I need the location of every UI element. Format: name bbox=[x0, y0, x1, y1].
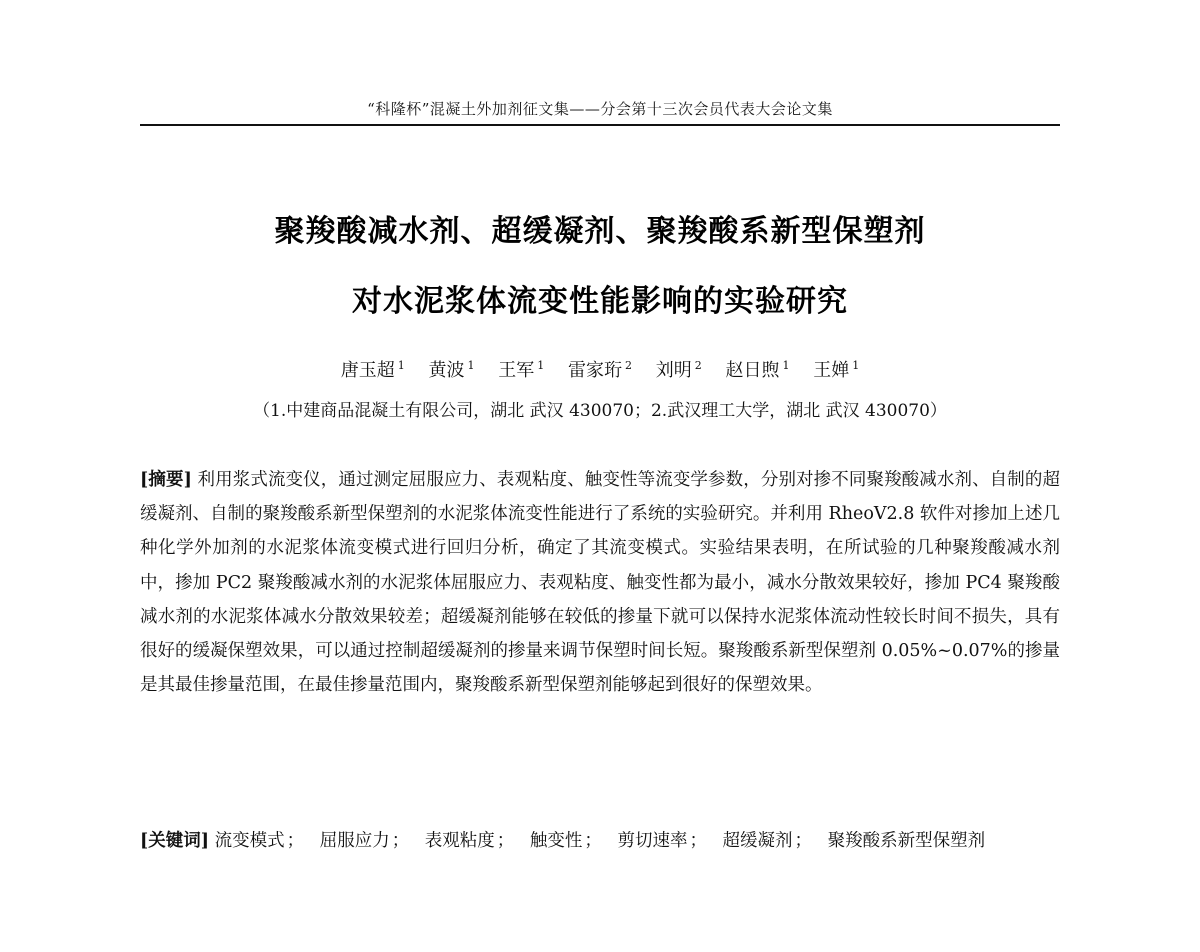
keyword: 剪切速率 bbox=[617, 831, 688, 851]
author-affiliation-mark: 2 bbox=[625, 359, 632, 372]
keyword: 屈服应力 bbox=[319, 831, 390, 851]
abstract-text: 利用浆式流变仪，通过测定屈服应力、表观粘度、触变性等流变学参数，分别对掺不同聚羧酸减水剂、自制的超缓凝剂、自制的聚羧酸系新型保塑剂的水泥浆体流变性能进行了系统的实验研究。并利用 RheoV2.8 软件对掺加上述几种化学外加剂的水泥浆体流变模式进行回归分析，确定了其流变模式。实验结果表明，在所试验的几种聚羧酸减水剂中，掺加 PC2 聚羧酸减水剂的水泥浆体屈服应力、表观粘度、触变性都为最小，减水分散效果较好，掺加 PC4 聚羧酸减水剂的水泥浆体减水分散效果较差；超缓凝剂能够在较低的掺量下就可以保持水泥浆体流动性较长时间不损失，具有很好的缓凝保塑效果，可以通过控制超缓凝剂的掺量来调节保塑时间长短。聚羧酸系新型保塑剂 0.05%~0.07%的掺量是其最佳掺量范围，在最佳掺量范围内，聚羧酸系新型保塑剂能够起到很好的保塑效果。 bbox=[140, 470, 1060, 696]
keyword: 表观粘度 bbox=[424, 831, 495, 851]
author-affiliation-mark: 2 bbox=[694, 359, 702, 372]
author bbox=[656, 360, 702, 381]
keywords: [关键词] 流变模式 ； 屈服应力 ； 表观粘度 ； 触变性 ； 剪切速率 ； 超缓凝剂 ； 聚羧酸系新型保塑剂 bbox=[140, 831, 986, 851]
abstract-label: [摘要] bbox=[140, 470, 192, 490]
author bbox=[725, 360, 789, 381]
abstract bbox=[140, 463, 1060, 702]
running-header: “科隆杯”混凝土外加剂征文集——分会第十三次会员代表大会论文集 bbox=[367, 100, 833, 118]
author bbox=[568, 360, 632, 381]
keyword: 触变性 bbox=[529, 831, 583, 851]
author-name: 刘明 bbox=[655, 360, 692, 381]
affiliations: （1.中建商品混凝土有限公司，湖北 武汉 430070；2.武汉理工大学，湖北 武汉 430070） bbox=[253, 401, 947, 421]
author-affiliation-mark: 1 bbox=[467, 359, 475, 372]
author-name: 王婵 bbox=[813, 360, 850, 381]
keyword: 流变模式 bbox=[214, 831, 285, 851]
author-name: 王军 bbox=[498, 360, 535, 381]
author-name: 唐玉超 bbox=[340, 360, 395, 381]
keyword: 聚羧酸系新型保塑剂 bbox=[827, 831, 986, 851]
paper-title-line-2: 对水泥浆体流变性能影响的实验研究 bbox=[352, 284, 848, 319]
author-list bbox=[140, 356, 1060, 382]
author-affiliation-mark: 1 bbox=[537, 359, 545, 372]
header-rule bbox=[140, 124, 1060, 126]
author-affiliation-mark: 1 bbox=[782, 359, 790, 372]
keyword: 超缓凝剂 bbox=[722, 831, 793, 851]
author-affiliation-mark: 1 bbox=[397, 359, 405, 372]
author-affiliation-mark: 1 bbox=[852, 359, 860, 372]
author bbox=[429, 360, 475, 381]
author bbox=[341, 360, 405, 381]
author bbox=[498, 360, 544, 381]
keywords-label: [关键词] bbox=[140, 831, 210, 851]
author-name: 雷家珩 bbox=[568, 360, 622, 381]
author-name: 黄波 bbox=[428, 360, 465, 381]
author-name: 赵日煦 bbox=[725, 360, 780, 381]
author bbox=[813, 360, 859, 381]
paper-title-line-1: 聚羧酸减水剂、超缓凝剂、聚羧酸系新型保塑剂 bbox=[274, 214, 926, 249]
